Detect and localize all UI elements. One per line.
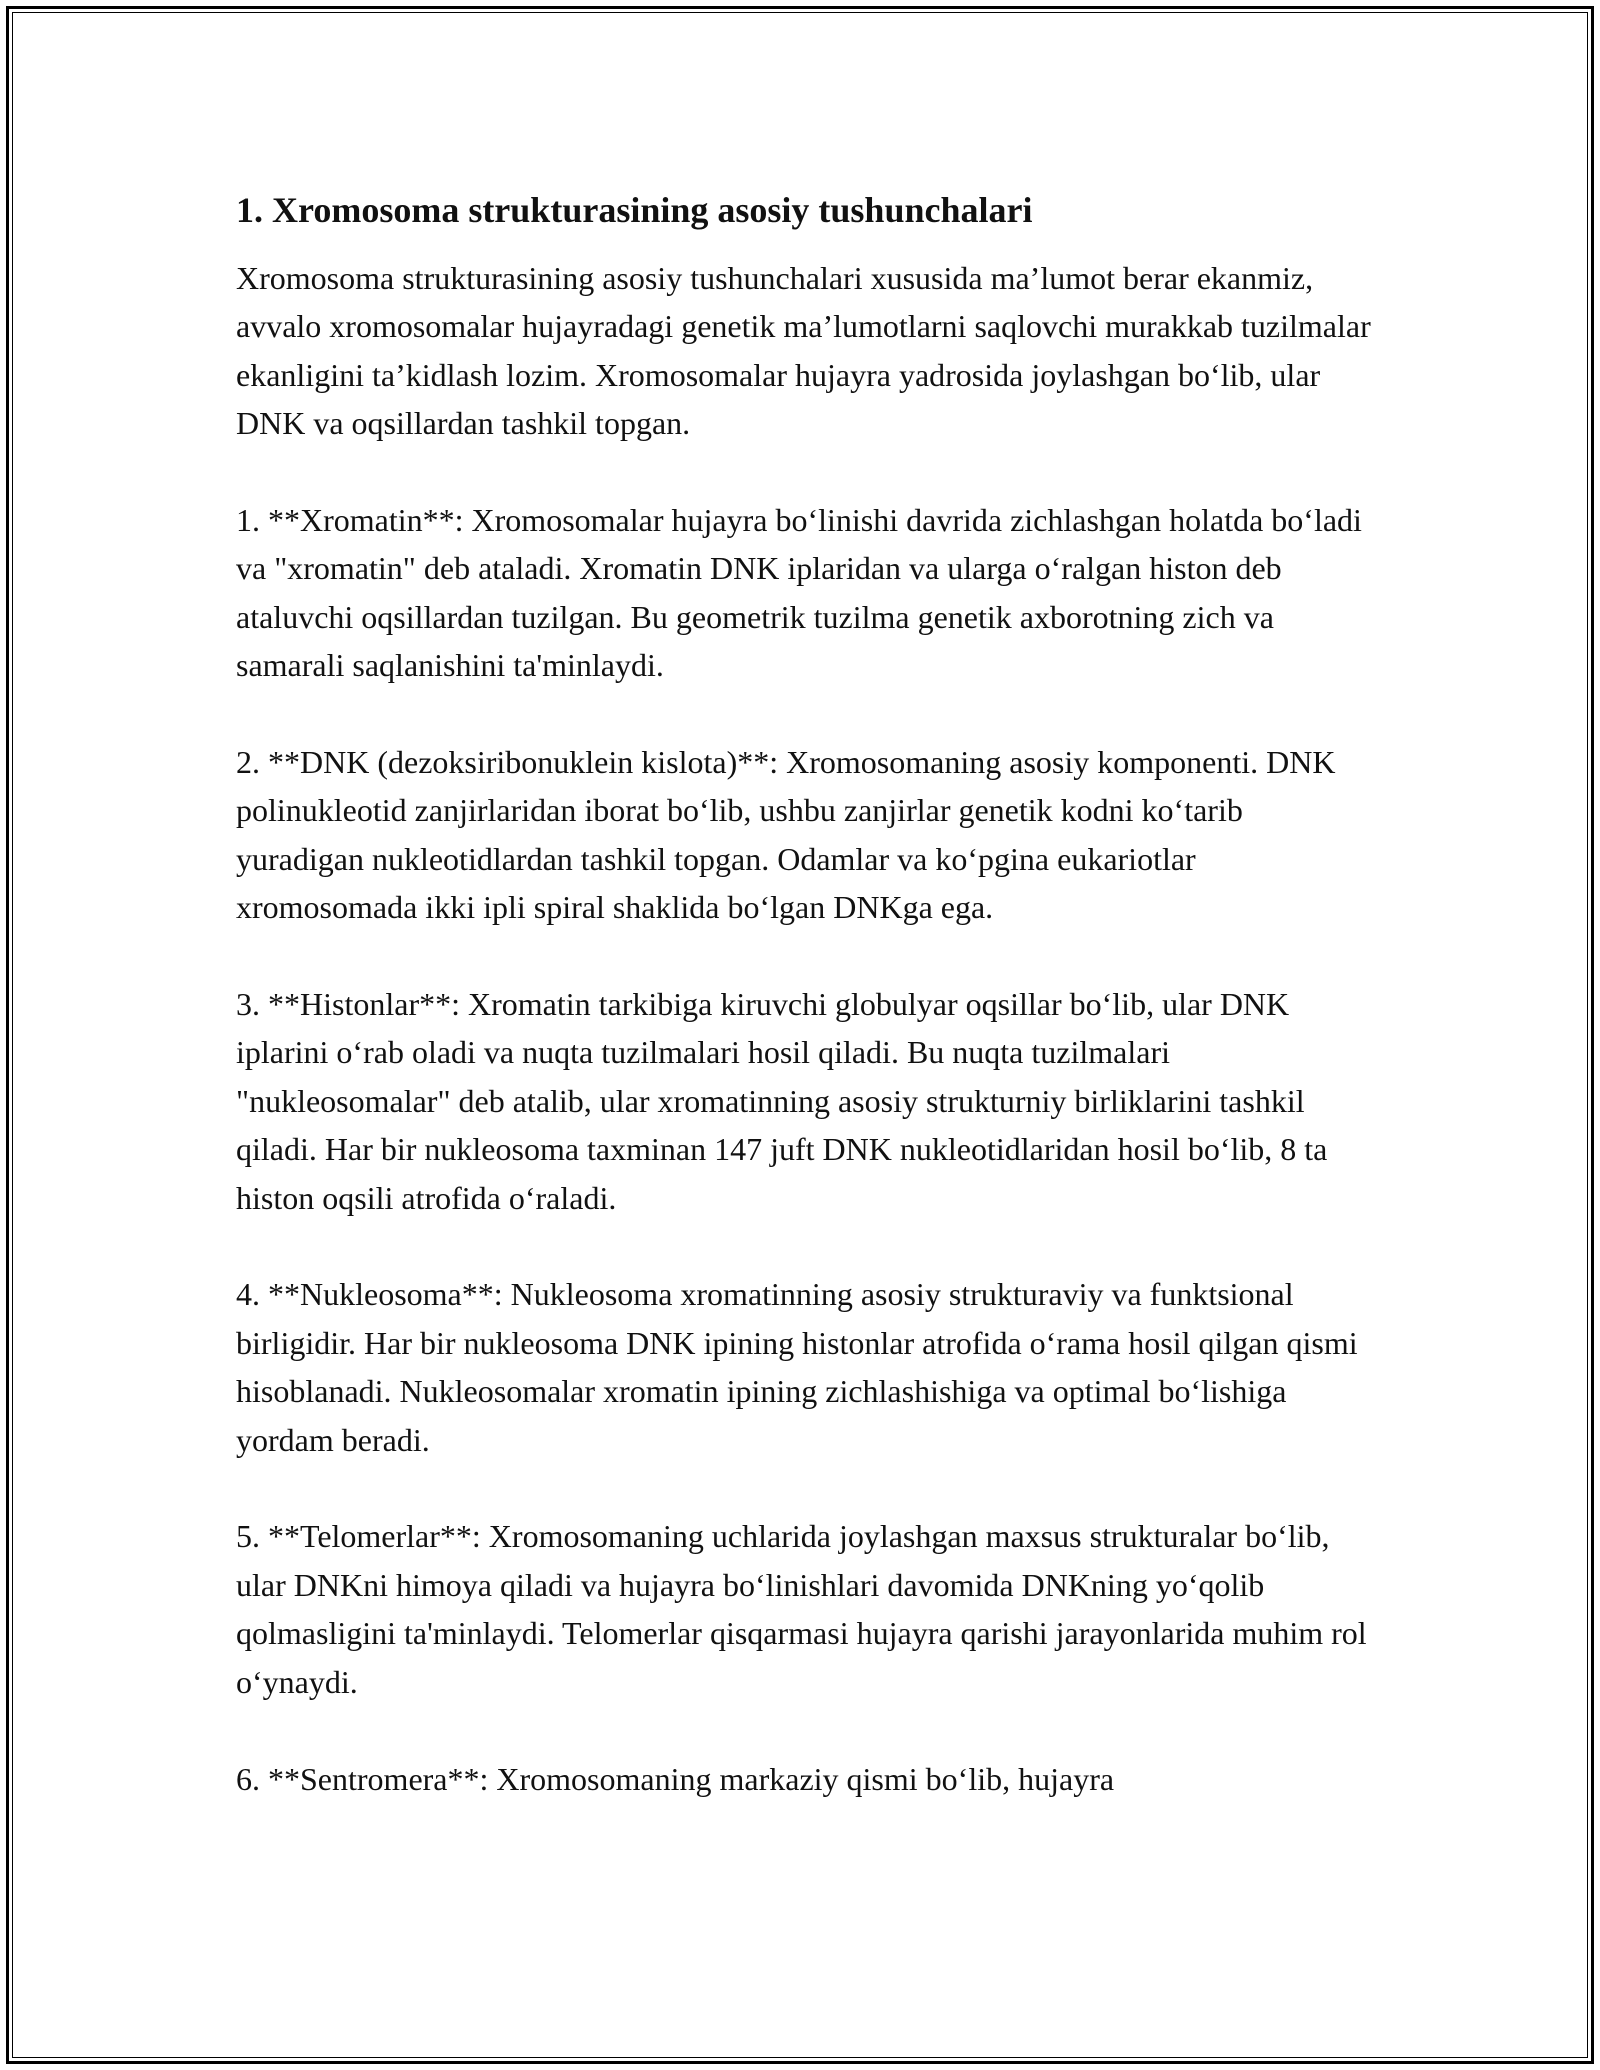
paragraph-histonlar: 3. **Histonlar**: Xromatin tarkibiga kiruvchi globulyar oqsillar bo‘lib, ular DNK iplarini o‘rab oladi va nuqta tuzilmalari hosil qiladi. Bu nuqta tuzilmalari "nukleosomalar" deb atalib, ular xromatinning asosiy strukturniy birliklarini tashkil qiladi. Har bir nukleosoma taxminan 147 juft DNK nukleotidlaridan hosil bo‘lib, 8 ta histon oqsili atrofida o‘raladi.	[236, 986, 1328, 1216]
section-heading: 1. Xromosoma strukturasining asosiy tushunchalari	[236, 190, 1033, 230]
document-body	[236, 186, 1376, 1851]
paragraph-xromatin: 1. **Xromatin**: Xromosomalar hujayra bo‘linishi davrida zichlashgan holatda bo‘ladi va "xromatin" deb ataladi. Xromatin DNK iplaridan va ularga o‘ralgan histon deb ataluvchi oqsillardan tuzilgan. Bu geometrik tuzilma genetik axborotning zich va samarali saqlanishini ta'minlaydi.	[236, 502, 1362, 684]
paragraph-sentromera: 6. **Sentromera**: Xromosomaning markaziy qismi bo‘lib, hujayra	[236, 1760, 1115, 1797]
paragraph-nukleosoma: 4. **Nukleosoma**: Nukleosoma xromatinning asosiy strukturaviy va funktsional birligidir. Har bir nukleosoma DNK ipining histonlar atrofida o‘rama hosil qilgan qismi hisoblanadi. Nukleosomalar xromatin ipining zichlashishiga va optimal bo‘lishiga yordam beradi.	[236, 1276, 1358, 1458]
paragraph-dnk: 2. **DNK (dezoksiribonuklein kislota)**: Xromosomaning asosiy komponenti. DNK polinukleotid zanjirlaridan iborat bo‘lib, ushbu zanjirlar genetik kodni ko‘tarib yuradigan nukleotidlardan tashkil topgan. Odamlar va ko‘pgina eukariotlar xromosomada ikki ipli spiral shaklida bo‘lgan DNKga ega.	[236, 744, 1336, 926]
paragraph-telomerlar: 5. **Telomerlar**: Xromosomaning uchlarida joylashgan maxsus strukturalar bo‘lib, ular DNKni himoya qiladi va hujayra bo‘linishlari davomida DNKning yo‘qolib qolmasligini ta'minlaydi. Telomerlar qisqarmasi hujayra qarishi jarayonlarida muhim rol o‘ynaydi.	[236, 1518, 1367, 1700]
intro-paragraph: Xromosoma strukturasining asosiy tushunchalari xususida ma’lumot berar ekanmiz, avvalo xromosomalar hujayradagi genetik ma’lumotlarni saqlovchi murakkab tuzilmalar ekanligini ta’kidlash lozim. Xromosomalar hujayra yadrosida joylashgan bo‘lib, ular DNK va oqsillardan tashkil topgan.	[236, 260, 1371, 442]
